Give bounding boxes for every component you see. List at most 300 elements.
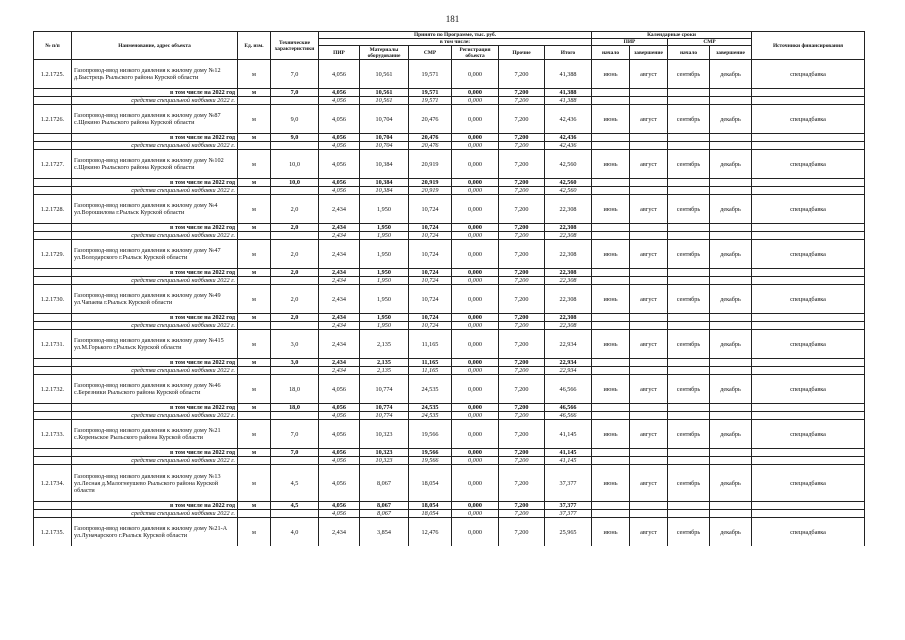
empty-cell: [668, 97, 710, 105]
unit-cell: м: [238, 449, 271, 457]
empty-cell: [630, 89, 668, 97]
pir-cell: 2,434: [319, 367, 360, 375]
special-fund-label: средства специальной надбавки 2022 г.: [72, 232, 238, 240]
special-fund-label: средства специальной надбавки 2022 г.: [72, 367, 238, 375]
source-cell: спецнадбавка: [752, 150, 865, 179]
other-cell: 7,200: [499, 359, 545, 367]
materials-cell: 10,323: [360, 457, 409, 465]
tech-cell: 7,0: [271, 420, 319, 449]
header-other: Прочие: [499, 46, 545, 60]
table-row: [34, 285, 865, 314]
empty-cell: [668, 89, 710, 97]
smr-cell: 20,476: [409, 134, 452, 142]
empty-cell: [752, 277, 865, 285]
empty-cell: [710, 502, 752, 510]
empty-cell: [710, 322, 752, 330]
empty-cell: [238, 457, 271, 465]
smr-end-cell: декабрь: [710, 330, 752, 359]
unit-cell: м: [238, 150, 271, 179]
pir-cell: 2,434: [319, 322, 360, 330]
other-cell: 7,200: [499, 179, 545, 187]
smr-cell: 24,535: [409, 404, 452, 412]
smr-cell: 10,724: [409, 285, 452, 314]
subtotal-row: [34, 134, 865, 142]
reg-cell: 0,000: [452, 150, 499, 179]
pir-end-cell: август: [630, 150, 668, 179]
pir-cell: 2,434: [319, 314, 360, 322]
materials-cell: 1,950: [360, 314, 409, 322]
total-cell: 22,934: [545, 367, 592, 375]
materials-cell: 10,384: [360, 150, 409, 179]
smr-end-cell: декабрь: [710, 375, 752, 404]
tech-cell: 4,5: [271, 465, 319, 502]
reg-cell: 0,000: [452, 105, 499, 134]
total-cell: 41,388: [545, 97, 592, 105]
tech-cell: 4,0: [271, 518, 319, 547]
smr-cell: 12,476: [409, 518, 452, 547]
total-cell: 42,436: [545, 134, 592, 142]
empty-cell: [752, 142, 865, 150]
reg-cell: 0,000: [452, 134, 499, 142]
empty-cell: [592, 457, 630, 465]
empty-cell: [710, 97, 752, 105]
empty-cell: [34, 277, 72, 285]
empty-cell: [271, 510, 319, 518]
header-num: № п/п: [34, 32, 72, 60]
empty-cell: [34, 269, 72, 277]
other-cell: 7,200: [499, 518, 545, 547]
source-cell: спецнадбавка: [752, 105, 865, 134]
empty-cell: [710, 359, 752, 367]
empty-cell: [630, 97, 668, 105]
materials-cell: 10,323: [360, 449, 409, 457]
materials-cell: 10,323: [360, 420, 409, 449]
empty-cell: [592, 322, 630, 330]
empty-cell: [592, 187, 630, 195]
table-row: [34, 375, 865, 404]
table-row: [34, 330, 865, 359]
empty-cell: [668, 187, 710, 195]
empty-cell: [34, 359, 72, 367]
empty-cell: [668, 502, 710, 510]
smr-end-cell: декабрь: [710, 285, 752, 314]
other-cell: 7,200: [499, 134, 545, 142]
source-cell: спецнадбавка: [752, 465, 865, 502]
pir-cell: 4,056: [319, 97, 360, 105]
header-tech: Технические характеристики: [271, 32, 319, 60]
empty-cell: [34, 97, 72, 105]
empty-cell: [238, 412, 271, 420]
empty-cell: [34, 322, 72, 330]
empty-cell: [34, 179, 72, 187]
smr-cell: 18,054: [409, 502, 452, 510]
empty-cell: [271, 412, 319, 420]
unit-cell: м: [238, 179, 271, 187]
smr-cell: 19,571: [409, 97, 452, 105]
total-cell: 42,560: [545, 187, 592, 195]
unit-cell: м: [238, 240, 271, 269]
subtotal-label: в том числе на 2022 год: [72, 134, 238, 142]
smr-cell: 10,724: [409, 269, 452, 277]
pir-cell: 2,434: [319, 330, 360, 359]
table-row: [34, 465, 865, 502]
smr-cell: 24,535: [409, 412, 452, 420]
total-cell: 22,308: [545, 224, 592, 232]
empty-cell: [34, 142, 72, 150]
total-cell: 37,377: [545, 465, 592, 502]
empty-cell: [592, 367, 630, 375]
unit-cell: м: [238, 375, 271, 404]
total-cell: 22,308: [545, 322, 592, 330]
row-number: 1.2.1732.: [34, 375, 72, 404]
other-cell: 7,200: [499, 375, 545, 404]
header-pir: ПИР: [319, 46, 360, 60]
row-number: 1.2.1735.: [34, 518, 72, 547]
materials-cell: 2,135: [360, 367, 409, 375]
empty-cell: [592, 277, 630, 285]
object-name: Газопровод-ввод низкого давления к жилому дому №87 с.Щекино Рыльского района Курской области: [72, 105, 238, 134]
pir-end-cell: август: [630, 105, 668, 134]
unit-cell: м: [238, 404, 271, 412]
pir-cell: 4,056: [319, 465, 360, 502]
reg-cell: 0,000: [452, 195, 499, 224]
other-cell: 7,200: [499, 404, 545, 412]
empty-cell: [710, 232, 752, 240]
row-number: 1.2.1726.: [34, 105, 72, 134]
object-name: Газопровод-ввод низкого давления к жилому дому №102 с.Щекино Рыльского района Курской области: [72, 150, 238, 179]
header-total: Итого: [545, 46, 592, 60]
reg-cell: 0,000: [452, 412, 499, 420]
empty-cell: [752, 224, 865, 232]
smr-cell: 10,724: [409, 195, 452, 224]
empty-cell: [668, 314, 710, 322]
empty-cell: [630, 510, 668, 518]
pir-start-cell: июнь: [592, 240, 630, 269]
pir-cell: 2,434: [319, 232, 360, 240]
empty-cell: [592, 224, 630, 232]
empty-cell: [34, 134, 72, 142]
pir-cell: 2,434: [319, 277, 360, 285]
empty-cell: [752, 449, 865, 457]
empty-cell: [668, 404, 710, 412]
pir-cell: 4,056: [319, 449, 360, 457]
other-cell: 7,200: [499, 510, 545, 518]
materials-cell: 10,561: [360, 97, 409, 105]
pir-cell: 2,434: [319, 240, 360, 269]
empty-cell: [710, 457, 752, 465]
total-cell: 41,145: [545, 457, 592, 465]
empty-cell: [630, 449, 668, 457]
subtotal-row: [34, 359, 865, 367]
header-registration: Регистрация объекта: [452, 46, 499, 60]
empty-cell: [710, 224, 752, 232]
empty-cell: [34, 510, 72, 518]
unit-cell: м: [238, 502, 271, 510]
smr-end-cell: декабрь: [710, 105, 752, 134]
unit-cell: м: [238, 420, 271, 449]
empty-cell: [752, 232, 865, 240]
empty-cell: [752, 502, 865, 510]
empty-cell: [34, 187, 72, 195]
total-cell: 41,388: [545, 60, 592, 89]
empty-cell: [238, 277, 271, 285]
reg-cell: 0,000: [452, 232, 499, 240]
reg-cell: 0,000: [452, 420, 499, 449]
source-cell: спецнадбавка: [752, 420, 865, 449]
tech-cell: 7,0: [271, 89, 319, 97]
smr-start-cell: сентябрь: [668, 330, 710, 359]
empty-cell: [592, 314, 630, 322]
pir-cell: 2,434: [319, 359, 360, 367]
header-smr-start: начало: [668, 46, 710, 60]
materials-cell: 1,950: [360, 232, 409, 240]
empty-cell: [630, 412, 668, 420]
tech-cell: 7,0: [271, 449, 319, 457]
empty-cell: [710, 179, 752, 187]
empty-cell: [668, 142, 710, 150]
smr-cell: 20,476: [409, 142, 452, 150]
source-cell: спецнадбавка: [752, 518, 865, 547]
pir-start-cell: июнь: [592, 60, 630, 89]
pir-end-cell: август: [630, 60, 668, 89]
smr-end-cell: декабрь: [710, 60, 752, 89]
materials-cell: 3,854: [360, 518, 409, 547]
pir-end-cell: август: [630, 420, 668, 449]
pir-cell: 2,434: [319, 224, 360, 232]
other-cell: 7,200: [499, 150, 545, 179]
special-fund-label: средства специальной надбавки 2022 г.: [72, 457, 238, 465]
smr-end-cell: декабрь: [710, 465, 752, 502]
special-fund-label: средства специальной надбавки 2022 г.: [72, 510, 238, 518]
other-cell: 7,200: [499, 240, 545, 269]
pir-end-cell: август: [630, 518, 668, 547]
empty-cell: [668, 359, 710, 367]
empty-cell: [630, 277, 668, 285]
header-materials: Материалы оборудование: [360, 46, 409, 60]
special-fund-row: [34, 142, 865, 150]
subtotal-label: в том числе на 2022 год: [72, 314, 238, 322]
materials-cell: 1,950: [360, 269, 409, 277]
smr-cell: 19,566: [409, 420, 452, 449]
object-name: Газопровод-ввод низкого давления к жилому дому №46 с.Березники Рыльского района Курской области: [72, 375, 238, 404]
header-name: Наименование, адрес объекта: [72, 32, 238, 60]
other-cell: 7,200: [499, 330, 545, 359]
smr-cell: 10,724: [409, 224, 452, 232]
tech-cell: 2,0: [271, 269, 319, 277]
materials-cell: 8,067: [360, 510, 409, 518]
empty-cell: [752, 510, 865, 518]
unit-cell: м: [238, 105, 271, 134]
tech-cell: 2,0: [271, 314, 319, 322]
empty-cell: [710, 404, 752, 412]
object-name: Газопровод-ввод низкого давления к жилому дому №415 ул.М.Горького г.Рыльск Курской области: [72, 330, 238, 359]
object-name: Газопровод-ввод низкого давления к жилому дому №47 ул.Володарского г.Рыльск Курской области: [72, 240, 238, 269]
empty-cell: [630, 179, 668, 187]
empty-cell: [592, 142, 630, 150]
smr-start-cell: сентябрь: [668, 150, 710, 179]
reg-cell: 0,000: [452, 142, 499, 150]
subtotal-label: в том числе на 2022 год: [72, 404, 238, 412]
empty-cell: [592, 232, 630, 240]
subtotal-row: [34, 269, 865, 277]
empty-cell: [630, 134, 668, 142]
total-cell: 37,377: [545, 502, 592, 510]
pir-cell: 2,434: [319, 518, 360, 547]
table-row: [34, 240, 865, 269]
empty-cell: [592, 89, 630, 97]
reg-cell: 0,000: [452, 359, 499, 367]
header-unit: Ед. изм.: [238, 32, 271, 60]
total-cell: 46,566: [545, 375, 592, 404]
empty-cell: [668, 457, 710, 465]
smr-cell: 20,919: [409, 179, 452, 187]
empty-cell: [34, 404, 72, 412]
header-pir-start: начало: [592, 46, 630, 60]
header-smr: СМР: [409, 46, 452, 60]
page-number: 181: [445, 14, 460, 24]
header-in-total: в том числе:: [319, 39, 592, 46]
row-number: 1.2.1730.: [34, 285, 72, 314]
subtotal-label: в том числе на 2022 год: [72, 502, 238, 510]
table-row: [34, 60, 865, 89]
tech-cell: 7,0: [271, 60, 319, 89]
materials-cell: 1,950: [360, 195, 409, 224]
subtotal-label: в том числе на 2022 год: [72, 179, 238, 187]
smr-cell: 10,724: [409, 277, 452, 285]
smr-cell: 11,165: [409, 359, 452, 367]
empty-cell: [592, 510, 630, 518]
reg-cell: 0,000: [452, 187, 499, 195]
total-cell: 41,145: [545, 449, 592, 457]
pir-cell: 4,056: [319, 60, 360, 89]
other-cell: 7,200: [499, 187, 545, 195]
pir-start-cell: июнь: [592, 150, 630, 179]
unit-cell: м: [238, 465, 271, 502]
reg-cell: 0,000: [452, 224, 499, 232]
smr-cell: 20,919: [409, 150, 452, 179]
empty-cell: [710, 314, 752, 322]
empty-cell: [630, 232, 668, 240]
unit-cell: м: [238, 518, 271, 547]
reg-cell: 0,000: [452, 465, 499, 502]
subtotal-label: в том числе на 2022 год: [72, 359, 238, 367]
empty-cell: [668, 510, 710, 518]
empty-cell: [271, 367, 319, 375]
empty-cell: [710, 449, 752, 457]
reg-cell: 0,000: [452, 60, 499, 89]
reg-cell: 0,000: [452, 330, 499, 359]
pir-end-cell: август: [630, 465, 668, 502]
tech-cell: 2,0: [271, 240, 319, 269]
smr-cell: 18,054: [409, 510, 452, 518]
tech-cell: 4,5: [271, 502, 319, 510]
header-cal-smr: СМР: [668, 39, 752, 46]
total-cell: 42,560: [545, 179, 592, 187]
empty-cell: [592, 269, 630, 277]
object-name: Газопровод-ввод низкого давления к жилому дому №49 ул.Чапаева г.Рыльск Курской области: [72, 285, 238, 314]
table-header: [34, 32, 865, 60]
reg-cell: 0,000: [452, 518, 499, 547]
reg-cell: 0,000: [452, 367, 499, 375]
smr-start-cell: сентябрь: [668, 60, 710, 89]
row-number: 1.2.1728.: [34, 195, 72, 224]
subtotal-row: [34, 404, 865, 412]
materials-cell: 1,950: [360, 322, 409, 330]
empty-cell: [34, 457, 72, 465]
tech-cell: 2,0: [271, 224, 319, 232]
reg-cell: 0,000: [452, 97, 499, 105]
smr-cell: 19,571: [409, 89, 452, 97]
other-cell: 7,200: [499, 457, 545, 465]
total-cell: 42,436: [545, 105, 592, 134]
empty-cell: [668, 449, 710, 457]
smr-cell: 20,919: [409, 187, 452, 195]
object-name: Газопровод-ввод низкого давления к жилому дому №13 ул.Лесная д.Малогнеушево Рыльского района Курской области: [72, 465, 238, 502]
pir-end-cell: август: [630, 240, 668, 269]
pir-cell: 4,056: [319, 187, 360, 195]
other-cell: 7,200: [499, 232, 545, 240]
special-fund-label: средства специальной надбавки 2022 г.: [72, 322, 238, 330]
smr-cell: 11,165: [409, 367, 452, 375]
total-cell: 22,308: [545, 240, 592, 269]
smr-cell: 24,535: [409, 375, 452, 404]
empty-cell: [592, 412, 630, 420]
empty-cell: [238, 142, 271, 150]
empty-cell: [710, 367, 752, 375]
reg-cell: 0,000: [452, 285, 499, 314]
total-cell: 22,308: [545, 314, 592, 322]
unit-cell: м: [238, 224, 271, 232]
pir-cell: 4,056: [319, 150, 360, 179]
source-cell: спецнадбавка: [752, 240, 865, 269]
empty-cell: [271, 322, 319, 330]
empty-cell: [630, 367, 668, 375]
object-name: Газопровод-ввод низкого давления к жилому дому №4 ул.Ворошилова г.Рыльск Курской области: [72, 195, 238, 224]
empty-cell: [710, 89, 752, 97]
reg-cell: 0,000: [452, 404, 499, 412]
pir-cell: 4,056: [319, 420, 360, 449]
row-number: 1.2.1734.: [34, 465, 72, 502]
empty-cell: [271, 232, 319, 240]
other-cell: 7,200: [499, 195, 545, 224]
empty-cell: [752, 89, 865, 97]
materials-cell: 1,950: [360, 277, 409, 285]
reg-cell: 0,000: [452, 510, 499, 518]
pir-end-cell: август: [630, 375, 668, 404]
other-cell: 7,200: [499, 420, 545, 449]
other-cell: 7,200: [499, 285, 545, 314]
materials-cell: 1,950: [360, 224, 409, 232]
total-cell: 37,377: [545, 510, 592, 518]
empty-cell: [752, 322, 865, 330]
materials-cell: 10,384: [360, 187, 409, 195]
pir-start-cell: июнь: [592, 195, 630, 224]
tech-cell: 10,0: [271, 150, 319, 179]
other-cell: 7,200: [499, 322, 545, 330]
empty-cell: [592, 502, 630, 510]
empty-cell: [668, 412, 710, 420]
smr-start-cell: сентябрь: [668, 105, 710, 134]
total-cell: 22,308: [545, 232, 592, 240]
empty-cell: [752, 269, 865, 277]
empty-cell: [752, 404, 865, 412]
special-fund-row: [34, 97, 865, 105]
special-fund-row: [34, 277, 865, 285]
total-cell: 22,934: [545, 359, 592, 367]
tech-cell: 3,0: [271, 359, 319, 367]
subtotal-row: [34, 314, 865, 322]
row-number: 1.2.1731.: [34, 330, 72, 359]
